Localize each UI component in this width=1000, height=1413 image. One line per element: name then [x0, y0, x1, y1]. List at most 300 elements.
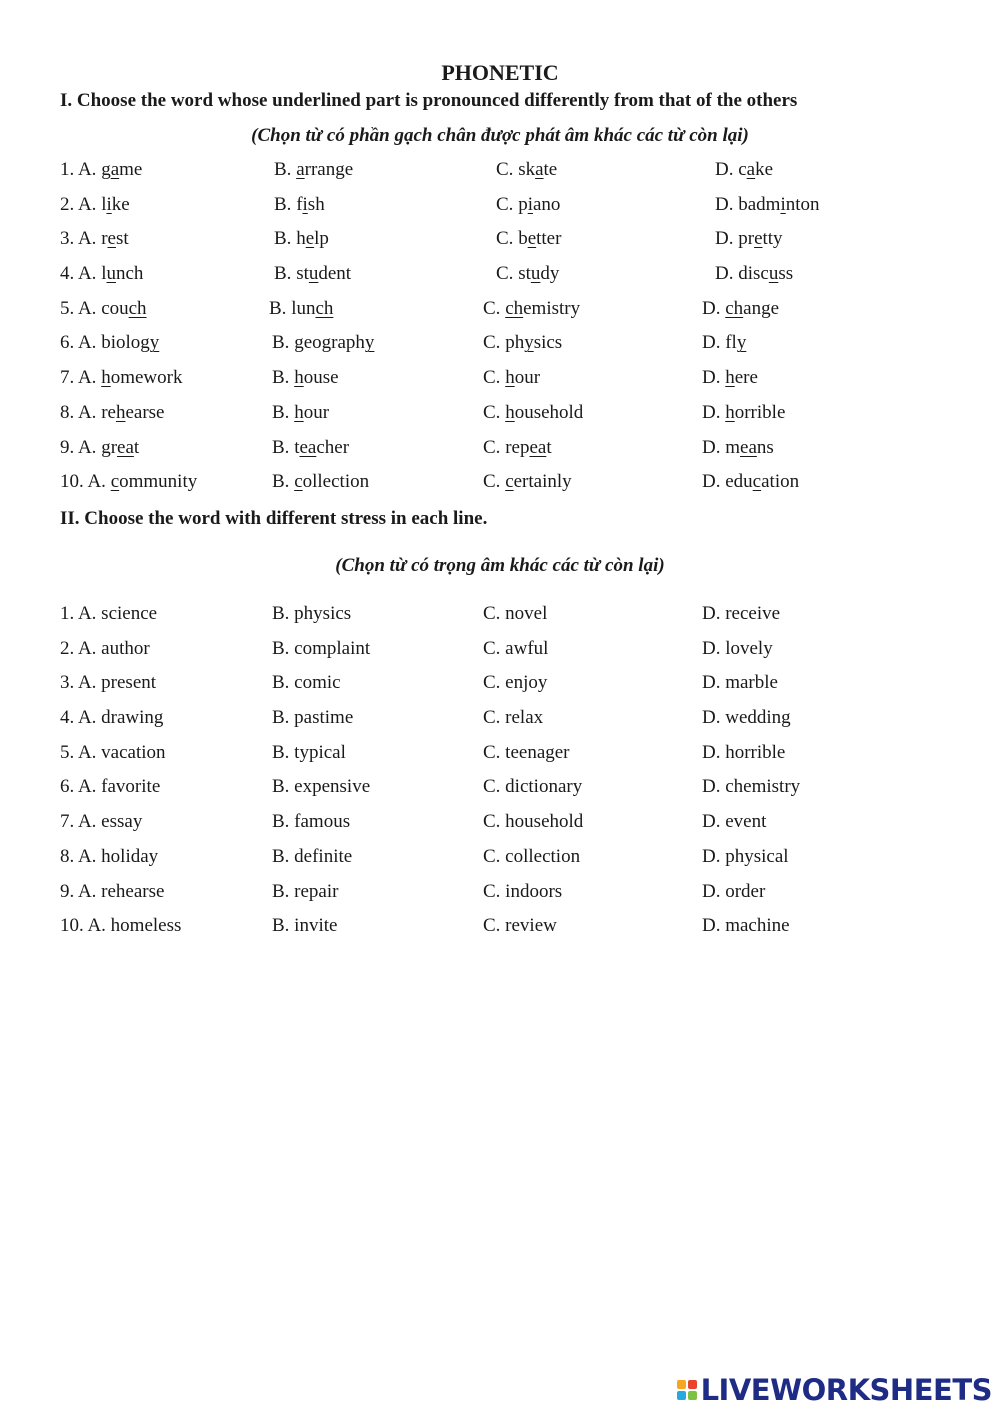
question-row	[60, 228, 940, 263]
option-text: D. machine	[702, 915, 790, 937]
option-d	[702, 881, 765, 903]
option-text: C. dictionary	[483, 776, 583, 798]
option-b	[272, 915, 337, 937]
option-b	[272, 332, 374, 354]
option-c	[496, 263, 559, 285]
option-text: D. event	[702, 811, 767, 833]
underlined-part: i	[302, 193, 308, 215]
word-start: st	[518, 263, 531, 285]
option-a	[60, 638, 150, 660]
option-b	[272, 707, 353, 729]
option-c	[496, 159, 557, 181]
option-d	[702, 367, 758, 389]
word-end: emistry	[523, 297, 581, 319]
underlined-part: c	[752, 471, 762, 493]
option-a	[60, 194, 130, 216]
underlined-part: ea	[117, 436, 134, 458]
option-d	[715, 228, 783, 250]
word-end: ouse	[303, 367, 339, 389]
section-1-heading: I. Choose the word whose underlined part is pronounced differently from that of the others	[60, 90, 798, 111]
word-start: m	[725, 436, 741, 458]
option-letter: D.	[702, 367, 721, 389]
option-a	[60, 742, 166, 764]
question-row	[60, 437, 940, 472]
word-end: our	[514, 367, 541, 389]
question-number: 9.	[60, 880, 75, 902]
option-text: B. complaint	[272, 637, 371, 659]
word-end: ns	[756, 436, 774, 458]
question-number: 5.	[60, 741, 75, 763]
option-d	[702, 742, 785, 764]
option-letter: C.	[483, 332, 501, 354]
option-a	[60, 881, 164, 903]
option-text: A. holiday	[77, 845, 159, 867]
option-letter: B.	[272, 401, 290, 423]
question-number: 7.	[60, 811, 75, 833]
option-text: A. present	[77, 672, 157, 694]
underlined-part: y	[149, 332, 160, 354]
question-number: 2.	[60, 637, 75, 659]
option-a	[60, 367, 182, 389]
option-letter: B.	[272, 332, 290, 354]
underlined-part: y	[736, 332, 747, 354]
question-number: 1.	[60, 603, 75, 624]
option-c	[483, 776, 582, 798]
option-a	[60, 332, 159, 354]
option-b	[272, 437, 349, 459]
underlined-part: c	[294, 471, 303, 493]
question-row	[60, 159, 940, 194]
option-letter: B.	[272, 436, 290, 458]
word-start: biolog	[101, 332, 150, 354]
option-text: B. comic	[272, 672, 341, 694]
option-d	[702, 638, 773, 660]
option-text: D. receive	[702, 603, 781, 624]
word-end: tty	[762, 228, 783, 250]
option-letter: A.	[87, 471, 106, 493]
word-end: ange	[743, 297, 780, 319]
word-end: omework	[110, 367, 183, 389]
underlined-part: u	[530, 263, 541, 285]
question-number: 3.	[60, 672, 75, 694]
word-end: sh	[307, 193, 325, 215]
word-start: geograph	[294, 332, 365, 354]
underlined-part: y	[364, 332, 375, 354]
question-row	[60, 367, 940, 402]
option-text: A. favorite	[77, 776, 161, 798]
underlined-part: e	[527, 228, 537, 250]
word-start: ph	[505, 332, 525, 354]
question-row	[60, 811, 940, 846]
word-end: t	[546, 436, 552, 458]
word-end: earse	[125, 401, 165, 423]
option-d	[702, 437, 774, 459]
word-end: ere	[734, 367, 758, 389]
option-a	[60, 811, 142, 833]
option-text: D. horrible	[702, 741, 786, 763]
option-text: A. homeless	[87, 915, 182, 937]
option-c	[483, 915, 557, 937]
option-d	[702, 298, 779, 320]
option-a	[60, 846, 158, 868]
option-b	[272, 603, 351, 625]
word-start: b	[518, 228, 528, 250]
option-text: D. order	[702, 880, 766, 902]
word-start: r	[101, 228, 108, 250]
word-end: ke	[111, 193, 130, 215]
option-b	[274, 194, 325, 216]
option-a	[60, 672, 156, 694]
option-a	[60, 402, 164, 424]
option-c	[496, 194, 560, 216]
question-number: 4.	[60, 707, 75, 729]
word-start: l	[101, 193, 107, 215]
question-row	[60, 915, 940, 950]
question-number: 3.	[60, 228, 75, 250]
underlined-part: ea	[299, 436, 317, 458]
word-end: tter	[536, 228, 562, 250]
underlined-part: h	[725, 401, 735, 423]
word-start: st	[296, 263, 309, 285]
underlined-part: ch	[505, 297, 524, 319]
option-c	[483, 332, 562, 354]
section-1-subheading: (Chọn từ có phần gạch chân được phát âm khác các từ còn lại)	[251, 125, 749, 146]
word-end: rrange	[304, 159, 354, 180]
option-letter: D.	[715, 193, 734, 215]
word-end: ertainly	[513, 471, 572, 493]
word-end: te	[543, 159, 558, 180]
question-number: 9.	[60, 436, 75, 458]
question-number: 5.	[60, 297, 75, 319]
underlined-part: u	[308, 263, 319, 285]
underlined-part: h	[101, 367, 111, 389]
option-text: D. chemistry	[702, 776, 801, 798]
word-start: gr	[101, 436, 118, 458]
word-start: sk	[518, 159, 536, 180]
option-letter: C.	[496, 193, 514, 215]
option-d	[702, 603, 780, 625]
option-a	[60, 228, 129, 250]
underlined-part: i	[527, 193, 533, 215]
option-a	[60, 471, 197, 493]
underlined-part: c	[505, 471, 514, 493]
underlined-part: y	[524, 332, 534, 354]
option-letter: D.	[715, 159, 734, 180]
option-letter: A.	[77, 367, 97, 389]
option-c	[483, 367, 540, 389]
word-end: sics	[533, 332, 563, 354]
word-start: badm	[738, 193, 781, 215]
word-start: cou	[101, 297, 129, 319]
word-end: ss	[778, 263, 794, 285]
option-a	[60, 159, 142, 181]
word-end: st	[115, 228, 129, 250]
question-row	[60, 846, 940, 881]
word-end: lp	[314, 228, 329, 250]
logo-squares-icon	[677, 1380, 697, 1400]
word-end: dy	[540, 263, 560, 285]
word-start: g	[101, 159, 111, 180]
option-a	[60, 263, 143, 285]
question-number: 7.	[60, 367, 75, 389]
option-c	[483, 881, 562, 903]
question-number: 8.	[60, 401, 75, 423]
word-end: me	[119, 159, 143, 180]
option-d	[715, 194, 820, 216]
option-letter: A.	[77, 263, 97, 285]
option-text: B. pastime	[272, 707, 354, 729]
word-end: t	[133, 436, 140, 458]
option-d	[702, 811, 766, 833]
option-letter: B.	[269, 297, 287, 319]
option-letter: D.	[702, 332, 721, 354]
option-text: A. rehearse	[77, 880, 165, 902]
option-d	[702, 846, 789, 868]
option-d	[702, 776, 800, 798]
question-number: 2.	[60, 193, 75, 215]
option-letter: B.	[272, 471, 290, 493]
section-2-questions	[60, 603, 940, 950]
option-a	[60, 298, 147, 320]
logo-text: LIVEWORKSHEETS	[700, 1373, 992, 1407]
option-c	[483, 437, 552, 459]
option-c	[483, 846, 580, 868]
word-start: p	[518, 193, 528, 215]
word-start: disc	[738, 263, 769, 285]
underlined-part: h	[725, 367, 735, 389]
question-number: 6.	[60, 332, 75, 354]
option-text: A. vacation	[77, 741, 166, 763]
option-text: C. collection	[483, 845, 581, 867]
word-end: ollection	[302, 471, 370, 493]
option-text: B. definite	[272, 845, 353, 867]
word-end: ke	[755, 159, 774, 180]
option-a	[60, 603, 157, 625]
option-text: C. relax	[483, 707, 544, 729]
question-number: 10.	[60, 915, 84, 937]
word-start: rep	[505, 436, 530, 458]
word-start: pr	[738, 228, 755, 250]
option-a	[60, 776, 160, 798]
option-letter: D.	[702, 401, 721, 423]
option-c	[483, 471, 572, 493]
question-row	[60, 194, 940, 229]
question-row	[60, 707, 940, 742]
option-text: D. physical	[702, 845, 789, 867]
word-end: nch	[115, 263, 144, 285]
option-letter: C.	[496, 263, 514, 285]
option-text: D. marble	[702, 672, 778, 694]
underlined-part: i	[780, 193, 786, 215]
underlined-part: ch	[128, 297, 147, 319]
option-letter: A.	[77, 297, 97, 319]
option-d	[702, 332, 746, 354]
option-letter: C.	[483, 436, 501, 458]
option-text: B. expensive	[272, 776, 371, 798]
option-letter: B.	[274, 193, 292, 215]
option-letter: D.	[715, 228, 734, 250]
option-d	[702, 707, 791, 729]
option-letter: A.	[77, 401, 97, 423]
word-end: ommunity	[119, 471, 198, 493]
question-number: 4.	[60, 263, 75, 285]
option-c	[483, 638, 548, 660]
option-text: A. essay	[77, 811, 143, 833]
option-letter: D.	[702, 471, 721, 493]
word-start: c	[738, 159, 747, 180]
word-start: re	[101, 401, 116, 423]
option-b	[272, 402, 329, 424]
option-b	[269, 298, 333, 320]
option-b	[272, 672, 341, 694]
page-title: PHONETIC	[441, 60, 559, 85]
option-b	[272, 811, 350, 833]
option-b	[272, 776, 370, 798]
underlined-part: e	[107, 228, 116, 250]
option-text: C. household	[483, 811, 584, 833]
option-text: B. repair	[272, 880, 339, 902]
option-c	[483, 707, 543, 729]
option-b	[272, 846, 352, 868]
word-start: l	[101, 263, 107, 285]
underlined-part: i	[106, 193, 112, 215]
word-end: ano	[532, 193, 561, 215]
option-letter: C.	[483, 401, 501, 423]
question-row	[60, 776, 940, 811]
option-letter: A.	[77, 332, 97, 354]
option-letter: A.	[77, 193, 97, 215]
question-row	[60, 638, 940, 673]
option-text: A. drawing	[77, 707, 164, 729]
underlined-part: ch	[725, 297, 744, 319]
option-letter: C.	[483, 471, 501, 493]
option-d	[702, 915, 790, 937]
option-text: D. wedding	[702, 707, 791, 729]
option-a	[60, 915, 181, 937]
option-text: A. author	[77, 637, 150, 659]
question-row	[60, 402, 940, 437]
underlined-part: a	[296, 159, 305, 180]
option-text: C. awful	[483, 637, 549, 659]
option-c	[496, 228, 561, 250]
question-row	[60, 742, 940, 777]
option-d	[702, 672, 778, 694]
question-number: 10.	[60, 471, 84, 493]
option-text: B. physics	[272, 603, 352, 624]
option-a	[60, 437, 139, 459]
word-end: dent	[318, 263, 352, 285]
underlined-part: h	[115, 401, 126, 423]
word-start: edu	[725, 471, 753, 493]
option-letter: B.	[274, 263, 292, 285]
word-start: lun	[291, 297, 316, 319]
underlined-part: a	[746, 159, 756, 180]
option-text: B. typical	[272, 741, 346, 763]
option-c	[483, 742, 570, 764]
option-letter: C.	[496, 159, 514, 180]
underlined-part: h	[294, 401, 304, 423]
underlined-part: h	[505, 367, 515, 389]
option-letter: D.	[702, 297, 721, 319]
section-1-questions	[60, 159, 940, 506]
question-row	[60, 332, 940, 367]
option-d	[702, 471, 799, 493]
option-letter: D.	[702, 436, 721, 458]
option-c	[483, 402, 583, 424]
option-b	[274, 263, 351, 285]
section-2-heading: II. Choose the word with different stress in each line.	[60, 508, 488, 529]
underlined-part: ea	[529, 436, 547, 458]
option-b	[272, 638, 370, 660]
word-start: t	[294, 436, 300, 458]
option-d	[715, 159, 773, 181]
question-row	[60, 881, 940, 916]
option-text: C. novel	[483, 603, 548, 624]
option-a	[60, 707, 163, 729]
question-row	[60, 672, 940, 707]
question-number: 6.	[60, 776, 75, 798]
underlined-part: h	[294, 367, 304, 389]
section-2-subheading: (Chọn từ có trọng âm khác các từ còn lại)	[335, 555, 665, 576]
option-b	[272, 471, 369, 493]
option-text: C. indoors	[483, 880, 563, 902]
option-d	[715, 263, 793, 285]
underlined-part: ea	[740, 436, 757, 458]
question-row	[60, 471, 940, 506]
question-row	[60, 263, 940, 298]
question-row	[60, 298, 940, 333]
option-text: B. famous	[272, 811, 351, 833]
option-letter: B.	[272, 367, 290, 389]
word-start: fl	[725, 332, 737, 354]
option-text: B. invite	[272, 915, 338, 937]
question-number: 1.	[60, 159, 75, 180]
option-letter: B.	[274, 228, 292, 250]
word-start: f	[296, 193, 303, 215]
word-end: cher	[316, 436, 350, 458]
underlined-part: h	[505, 401, 515, 423]
underlined-part: c	[110, 471, 120, 493]
underlined-part: e	[305, 228, 315, 250]
question-number: 8.	[60, 845, 75, 867]
option-letter: A.	[77, 436, 97, 458]
option-letter: C.	[496, 228, 514, 250]
underlined-part: a	[110, 159, 120, 180]
underlined-part: u	[106, 263, 116, 285]
underlined-part: u	[768, 263, 779, 285]
option-letter: B.	[274, 159, 292, 180]
option-letter: C.	[483, 297, 501, 319]
word-end: ation	[761, 471, 800, 493]
option-c	[483, 298, 580, 320]
option-c	[483, 603, 547, 625]
underlined-part: e	[754, 228, 763, 250]
option-c	[483, 811, 583, 833]
option-letter: C.	[483, 367, 501, 389]
option-d	[702, 402, 785, 424]
question-row	[60, 603, 940, 638]
word-start: h	[296, 228, 306, 250]
word-end: ousehold	[514, 401, 584, 423]
option-b	[274, 228, 329, 250]
option-b	[274, 159, 353, 181]
option-letter: D.	[715, 263, 734, 285]
option-text: C. review	[483, 915, 557, 937]
option-b	[272, 742, 346, 764]
option-text: D. lovely	[702, 637, 773, 659]
option-letter: A.	[77, 228, 97, 250]
word-end: our	[303, 401, 330, 423]
